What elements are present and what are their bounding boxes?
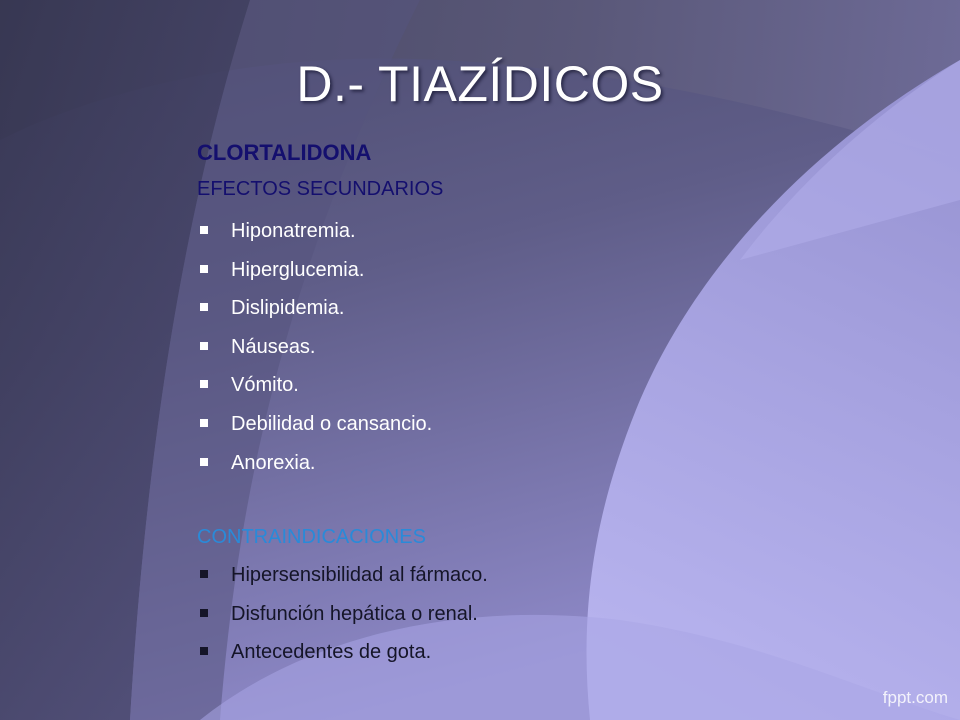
- list-item-text: Náuseas.: [231, 335, 316, 358]
- list-item: [197, 334, 432, 373]
- slide-title: D.- TIAZÍDICOS: [296, 56, 664, 112]
- square-bullet-icon: [200, 303, 208, 311]
- contraindications-list: [197, 562, 488, 678]
- square-bullet-icon: [200, 458, 208, 466]
- square-bullet-icon: [200, 609, 208, 617]
- list-item: [197, 295, 432, 334]
- list-item: [197, 372, 432, 411]
- list-item-text: Anorexia.: [231, 451, 316, 474]
- drug-name-heading: CLORTALIDONA: [197, 140, 372, 165]
- square-bullet-icon: [200, 647, 208, 655]
- square-bullet-icon: [200, 265, 208, 273]
- list-item-text: Hiperglucemia.: [231, 258, 365, 281]
- list-item-text: Vómito.: [231, 374, 299, 397]
- list-item-text: Debilidad o cansancio.: [231, 412, 433, 435]
- square-bullet-icon: [200, 570, 208, 578]
- square-bullet-icon: [200, 342, 208, 350]
- square-bullet-icon: [200, 226, 208, 234]
- list-item-text: Antecedentes de gota.: [231, 641, 432, 664]
- list-item-text: Disfunción hepática o renal.: [231, 602, 478, 625]
- list-item-text: Dislipidemia.: [231, 297, 345, 320]
- list-item: [197, 450, 432, 489]
- effects-list: [197, 218, 432, 488]
- list-item: [197, 411, 432, 450]
- list-item: [197, 562, 488, 601]
- effects-heading: EFECTOS SECUNDARIOS: [197, 178, 444, 200]
- watermark: fppt.com: [882, 688, 948, 707]
- list-item-text: Hiponatremia.: [231, 220, 356, 242]
- list-item: [197, 601, 488, 640]
- list-item: [197, 218, 432, 257]
- list-item: [197, 257, 432, 296]
- square-bullet-icon: [200, 380, 208, 388]
- list-item: [197, 639, 488, 678]
- contraindications-heading: CONTRAINDICACIONES: [197, 526, 426, 548]
- list-item-text: Hipersensibilidad al fármaco.: [231, 564, 488, 586]
- square-bullet-icon: [200, 419, 208, 427]
